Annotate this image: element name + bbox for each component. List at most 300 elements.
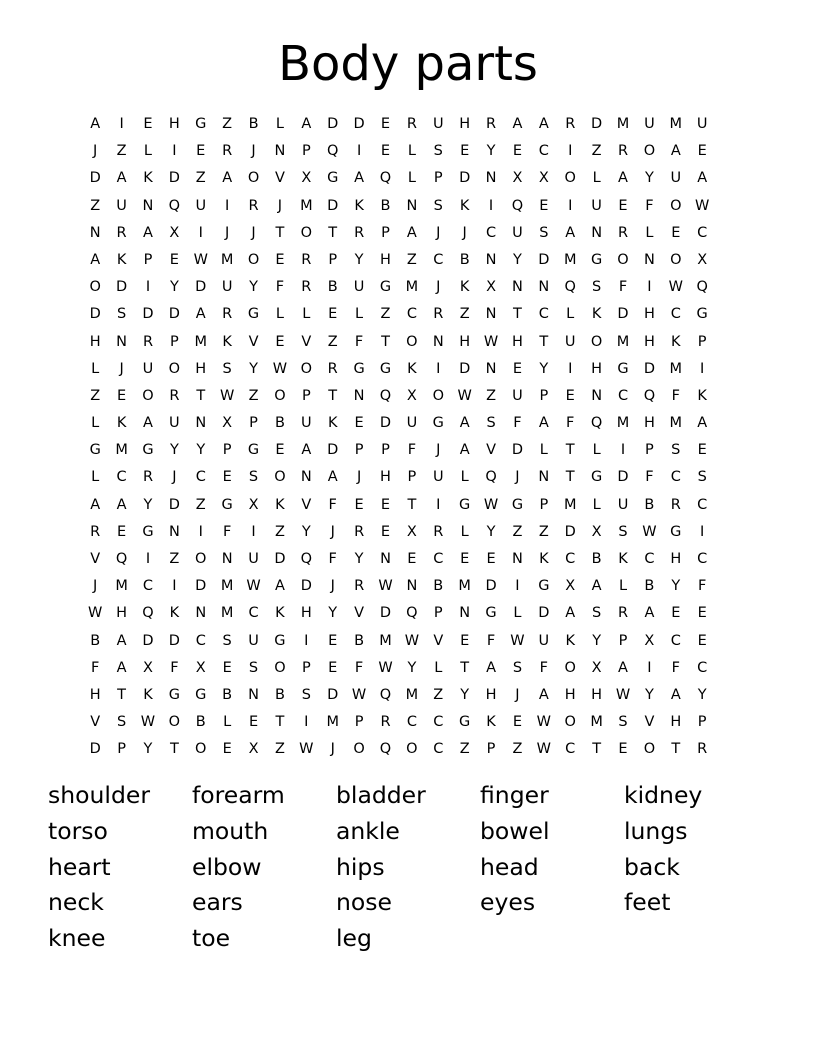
grid-letter: D xyxy=(617,469,629,486)
grid-letter: F xyxy=(539,659,548,676)
grid-letter: E xyxy=(222,659,232,676)
grid-letter: R xyxy=(222,306,233,323)
grid-letter: X xyxy=(486,279,497,296)
grid-letter: N xyxy=(538,469,550,486)
grid-letter: S xyxy=(116,306,127,323)
grid-letter: Y xyxy=(697,686,707,703)
grid-letter: E xyxy=(697,605,707,622)
grid-letter: F xyxy=(645,469,654,486)
grid-letter: F xyxy=(671,659,680,676)
grid-letter: E xyxy=(328,659,338,676)
grid-letter: R xyxy=(222,143,233,160)
grid-letter: Q xyxy=(379,741,392,758)
grid-letter: B xyxy=(644,578,655,595)
grid-letter: H xyxy=(168,116,180,132)
grid-letter: E xyxy=(117,523,127,540)
grid-letter: E xyxy=(275,251,285,268)
grid-letter: B xyxy=(327,279,338,296)
grid-letter: D xyxy=(511,442,524,459)
grid-letter: S xyxy=(671,442,681,459)
grid-letter: K xyxy=(275,605,285,622)
grid-row xyxy=(82,736,742,763)
grid-letter: G xyxy=(327,170,339,187)
grid-letter: W xyxy=(351,686,367,703)
grid-letter: P xyxy=(143,251,153,268)
grid-letter: W xyxy=(378,578,393,595)
grid-letter: J xyxy=(436,224,441,241)
grid-letter: G xyxy=(617,360,629,377)
grid-letter: Y xyxy=(671,578,681,595)
grid-letter: E xyxy=(512,143,523,160)
grid-letter: M xyxy=(669,116,683,132)
word-bank-item: ears xyxy=(192,888,243,917)
grid-letter: Z xyxy=(116,143,127,160)
grid-row xyxy=(82,193,742,220)
grid-letter: G xyxy=(459,714,471,731)
grid-letter: N xyxy=(248,686,259,703)
grid-letter: C xyxy=(142,578,154,595)
grid-letter: P xyxy=(117,741,126,758)
grid-letter: W xyxy=(483,496,499,513)
grid-letter: D xyxy=(168,170,180,187)
grid-letter: K xyxy=(275,496,285,513)
grid-letter: J xyxy=(515,469,520,486)
grid-letter: Z xyxy=(169,551,180,567)
grid-letter: C xyxy=(433,551,444,567)
grid-letter: I xyxy=(304,714,309,731)
grid-letter: R xyxy=(697,741,708,758)
grid-letter: D xyxy=(89,306,101,323)
grid-letter: K xyxy=(407,360,417,377)
word-bank-item: knee xyxy=(48,924,106,953)
grid-letter: F xyxy=(354,333,364,350)
grid-letter: G xyxy=(142,523,154,540)
grid-letter: A xyxy=(538,116,549,132)
grid-letter: C xyxy=(406,306,417,323)
grid-letter: R xyxy=(670,496,681,513)
word-bank-item: torso xyxy=(48,816,108,845)
grid-letter: D xyxy=(168,496,180,513)
grid-letter: Y xyxy=(328,605,338,622)
grid-letter: M xyxy=(563,496,577,513)
grid-letter: Y xyxy=(592,632,602,649)
grid-letter: N xyxy=(538,279,550,296)
grid-row xyxy=(82,519,742,546)
grid-letter: Q xyxy=(142,605,154,622)
grid-letter: Q xyxy=(485,469,497,486)
grid-letter: U xyxy=(169,415,180,432)
grid-letter: M xyxy=(379,632,392,649)
grid-row xyxy=(82,682,742,709)
grid-letter: F xyxy=(566,415,575,432)
grid-letter: E xyxy=(460,632,470,649)
grid-letter: T xyxy=(117,686,127,703)
grid-letter: D xyxy=(195,578,207,595)
grid-letter: K xyxy=(671,333,681,350)
word-bank-item: ankle xyxy=(336,816,400,845)
grid-letter: H xyxy=(670,551,682,567)
grid-row xyxy=(82,383,742,410)
grid-letter: A xyxy=(301,116,312,132)
grid-letter: Y xyxy=(644,686,654,703)
grid-letter: S xyxy=(301,686,311,703)
grid-letter: K xyxy=(459,197,470,214)
grid-letter: Y xyxy=(513,251,522,268)
grid-letter: A xyxy=(486,659,497,676)
grid-letter: Z xyxy=(591,143,602,160)
grid-letter: E xyxy=(407,551,417,567)
grid-letter: G xyxy=(274,632,286,649)
grid-letter: J xyxy=(172,469,177,486)
grid-letter: Z xyxy=(90,197,101,214)
grid-letter: I xyxy=(436,360,441,377)
grid-letter: F xyxy=(328,496,337,513)
grid-letter: J xyxy=(330,578,335,595)
grid-letter: G xyxy=(670,523,682,540)
grid-letter: D xyxy=(327,197,339,214)
grid-letter: D xyxy=(327,686,339,703)
grid-letter: C xyxy=(565,551,576,567)
grid-letter: M xyxy=(458,578,471,595)
grid-letter: D xyxy=(168,306,180,323)
grid-letter: Y xyxy=(196,442,206,459)
grid-letter: A xyxy=(618,170,628,187)
grid-letter: S xyxy=(248,659,259,676)
grid-letter: W xyxy=(695,197,710,214)
grid-letter: C xyxy=(670,306,681,323)
grid-letter: G xyxy=(195,686,207,703)
grid-letter: Z xyxy=(459,741,470,758)
grid-letter: J xyxy=(436,279,441,296)
grid-letter: T xyxy=(275,714,285,731)
grid-letter: E xyxy=(671,605,681,622)
grid-letter: L xyxy=(592,442,601,459)
word-bank-item: heart xyxy=(48,852,111,881)
grid-letter: G xyxy=(485,605,497,622)
grid-letter: B xyxy=(222,686,233,703)
grid-letter: P xyxy=(618,632,628,649)
grid-letter: R xyxy=(354,224,365,241)
grid-letter: A xyxy=(327,469,338,486)
grid-letter: Y xyxy=(460,686,470,703)
grid-letter: T xyxy=(328,387,338,404)
grid-letter: Y xyxy=(169,279,179,296)
grid-letter: U xyxy=(142,360,154,377)
grid-letter: Z xyxy=(538,523,549,540)
grid-letter: A xyxy=(670,143,681,160)
grid-letter: I xyxy=(251,523,256,540)
grid-letter: G xyxy=(353,360,365,377)
grid-letter: E xyxy=(539,197,549,214)
grid-letter: T xyxy=(513,306,522,323)
grid-letter: E xyxy=(380,496,391,513)
grid-letter: P xyxy=(433,170,443,187)
grid-letter: I xyxy=(145,551,151,567)
grid-letter: T xyxy=(407,496,417,513)
grid-letter: E xyxy=(486,551,496,567)
grid-letter: U xyxy=(617,496,629,513)
grid-letter: U xyxy=(512,224,523,241)
grid-letter: Y xyxy=(486,143,496,160)
grid-letter: J xyxy=(251,224,256,241)
grid-letter: Z xyxy=(433,686,444,703)
grid-letter: H xyxy=(89,686,101,703)
grid-letter: U xyxy=(432,116,444,132)
grid-letter: O xyxy=(274,387,286,404)
grid-letter: R xyxy=(617,143,629,160)
grid-letter: O xyxy=(353,741,365,758)
grid-letter: F xyxy=(513,415,522,432)
grid-letter: Z xyxy=(486,387,497,404)
grid-letter: C xyxy=(195,632,206,649)
grid-letter: A xyxy=(90,251,101,268)
grid-letter: L xyxy=(592,170,601,187)
grid-letter: H xyxy=(380,251,391,268)
grid-row xyxy=(82,437,742,464)
grid-letter: Y xyxy=(354,251,364,268)
grid-letter: N xyxy=(406,578,418,595)
grid-letter: T xyxy=(196,387,206,404)
grid-letter: I xyxy=(225,197,230,214)
grid-letter: W xyxy=(378,659,393,676)
grid-letter: A xyxy=(565,224,576,241)
word-bank-item: forearm xyxy=(192,781,285,809)
grid-letter: D xyxy=(353,116,365,132)
grid-letter: M xyxy=(220,578,234,595)
grid-letter: K xyxy=(143,170,153,187)
grid-row xyxy=(82,573,742,600)
grid-letter: O xyxy=(274,659,286,676)
grid-letter: P xyxy=(249,415,258,432)
grid-letter: N xyxy=(300,469,312,486)
grid-letter: N xyxy=(512,279,523,296)
grid-letter: P xyxy=(697,333,707,350)
word-bank-item: neck xyxy=(48,888,104,917)
grid-letter: R xyxy=(327,360,338,377)
grid-letter: T xyxy=(565,469,575,486)
grid-row xyxy=(82,356,742,383)
grid-letter: G xyxy=(247,306,260,323)
grid-row xyxy=(82,301,742,328)
word-bank-item: elbow xyxy=(192,852,262,881)
grid-letter: U xyxy=(512,387,523,404)
grid-letter: A xyxy=(512,116,523,132)
grid-letter: C xyxy=(485,224,497,241)
grid-letter: E xyxy=(697,442,707,459)
grid-letter: D xyxy=(617,306,629,323)
grid-letter: G xyxy=(379,279,392,296)
grid-letter: O xyxy=(643,741,656,758)
grid-letter: A xyxy=(459,415,470,432)
grid-letter: P xyxy=(354,714,364,731)
grid-letter: E xyxy=(354,496,364,513)
grid-letter: A xyxy=(143,415,153,432)
grid-letter: R xyxy=(301,279,312,296)
grid-letter: X xyxy=(644,632,655,649)
grid-letter: Q xyxy=(643,387,656,404)
grid-letter: M xyxy=(115,442,128,459)
grid-letter: V xyxy=(354,605,365,622)
grid-row xyxy=(82,220,742,247)
grid-letter: V xyxy=(301,496,312,513)
grid-letter: T xyxy=(328,224,338,241)
grid-letter: S xyxy=(222,632,232,649)
grid-letter: N xyxy=(89,224,101,241)
grid-letter: F xyxy=(275,279,285,296)
grid-letter: E xyxy=(222,469,232,486)
grid-letter: O xyxy=(670,197,682,214)
grid-letter: T xyxy=(275,224,285,241)
grid-letter: W xyxy=(483,333,499,350)
grid-letter: H xyxy=(485,686,497,703)
grid-letter: K xyxy=(618,551,628,567)
grid-letter: U xyxy=(432,469,444,486)
grid-letter: E xyxy=(460,551,470,567)
grid-letter: W xyxy=(642,523,657,540)
grid-letter: L xyxy=(460,469,469,486)
grid-letter: Y xyxy=(407,659,417,676)
grid-letter: E xyxy=(671,224,681,241)
grid-letter: X xyxy=(406,523,417,540)
word-bank-item: bowel xyxy=(480,816,550,845)
word-bank-item: nose xyxy=(336,888,392,917)
grid-letter: M xyxy=(669,360,683,377)
grid-letter: R xyxy=(301,251,312,268)
grid-letter: D xyxy=(379,415,392,432)
grid-letter: P xyxy=(354,442,364,459)
grid-letter: D xyxy=(459,360,471,377)
grid-letter: A xyxy=(644,605,655,622)
grid-letter: U xyxy=(406,415,418,432)
grid-letter: S xyxy=(222,360,232,377)
grid-letter: L xyxy=(513,605,522,622)
grid-letter: Q xyxy=(379,387,392,404)
grid-letter: Y xyxy=(644,170,654,187)
grid-letter: D xyxy=(564,523,576,540)
grid-letter: R xyxy=(486,116,497,132)
grid-letter: I xyxy=(568,197,573,214)
grid-letter: R xyxy=(116,224,127,241)
grid-letter: I xyxy=(488,197,494,214)
grid-letter: H xyxy=(380,469,391,486)
grid-letter: H xyxy=(591,360,603,377)
grid-letter: C xyxy=(433,741,444,758)
grid-letter: Z xyxy=(195,170,206,187)
grid-letter: J xyxy=(277,197,283,214)
grid-letter: U xyxy=(696,116,708,132)
grid-letter: F xyxy=(354,659,364,676)
grid-letter: N xyxy=(485,251,497,268)
grid-letter: Z xyxy=(195,496,206,513)
grid-letter: A xyxy=(116,659,127,676)
grid-letter: L xyxy=(355,306,364,323)
grid-row xyxy=(82,655,742,682)
grid-letter: O xyxy=(564,170,576,187)
grid-letter: G xyxy=(538,578,550,595)
grid-letter: O xyxy=(195,551,207,567)
grid-letter: S xyxy=(697,469,707,486)
grid-letter: X xyxy=(143,659,153,676)
grid-letter: N xyxy=(643,251,655,268)
grid-letter: M xyxy=(616,333,630,350)
grid-letter: A xyxy=(222,170,233,187)
grid-letter: Q xyxy=(564,279,576,296)
grid-letter: O xyxy=(247,251,260,268)
grid-letter: M xyxy=(669,415,683,432)
grid-letter: O xyxy=(300,224,313,241)
grid-letter: U xyxy=(221,279,233,296)
grid-letter: E xyxy=(565,387,575,404)
grid-letter: H xyxy=(195,360,207,377)
word-bank-item: hips xyxy=(336,852,385,881)
grid-letter: Y xyxy=(143,496,153,513)
grid-letter: F xyxy=(91,659,100,676)
grid-letter: I xyxy=(647,279,652,296)
grid-letter: D xyxy=(142,306,154,323)
grid-letter: G xyxy=(459,496,471,513)
grid-letter: W xyxy=(615,686,631,703)
grid-letter: A xyxy=(618,659,628,676)
grid-letter: G xyxy=(379,360,392,377)
grid-letter: C xyxy=(116,469,127,486)
grid-letter: K xyxy=(486,714,496,731)
grid-letter: D xyxy=(142,632,154,649)
grid-letter: K xyxy=(697,387,707,404)
grid-letter: E xyxy=(512,714,523,731)
grid-letter: M xyxy=(616,116,630,132)
grid-letter: P xyxy=(433,605,443,622)
word-bank-item: toe xyxy=(192,924,231,953)
grid-letter: R xyxy=(617,605,629,622)
grid-letter: I xyxy=(145,279,151,296)
grid-letter: Z xyxy=(222,116,233,132)
grid-letter: U xyxy=(644,116,655,132)
grid-letter: N xyxy=(485,360,497,377)
grid-letter: Z xyxy=(327,333,338,350)
grid-row xyxy=(82,410,742,437)
grid-row xyxy=(82,546,742,573)
grid-letter: W xyxy=(246,578,261,595)
grid-letter: L xyxy=(91,415,100,432)
grid-letter: O xyxy=(168,360,181,377)
grid-letter: B xyxy=(433,578,444,595)
grid-letter: K xyxy=(116,415,127,432)
grid-letter: N xyxy=(195,415,207,432)
letter-grid xyxy=(82,111,742,764)
grid-letter: X xyxy=(301,170,312,187)
grid-row xyxy=(82,709,742,736)
grid-letter: O xyxy=(247,170,260,187)
grid-letter: C xyxy=(697,659,708,676)
grid-letter: E xyxy=(697,632,707,649)
grid-letter: H xyxy=(670,714,682,731)
grid-letter: L xyxy=(275,306,284,323)
grid-letter: I xyxy=(700,523,705,540)
grid-letter: P xyxy=(301,143,311,160)
grid-letter: I xyxy=(304,632,309,649)
grid-letter: E xyxy=(380,523,391,540)
grid-letter: X xyxy=(248,741,259,758)
grid-letter: L xyxy=(407,170,416,187)
grid-letter: R xyxy=(142,333,154,350)
grid-letter: U xyxy=(670,170,682,187)
grid-letter: L xyxy=(143,143,153,160)
grid-letter: J xyxy=(330,523,335,540)
grid-letter: A xyxy=(354,170,365,187)
grid-letter: C xyxy=(644,551,655,567)
grid-letter: P xyxy=(222,442,232,459)
grid-row xyxy=(82,492,742,519)
